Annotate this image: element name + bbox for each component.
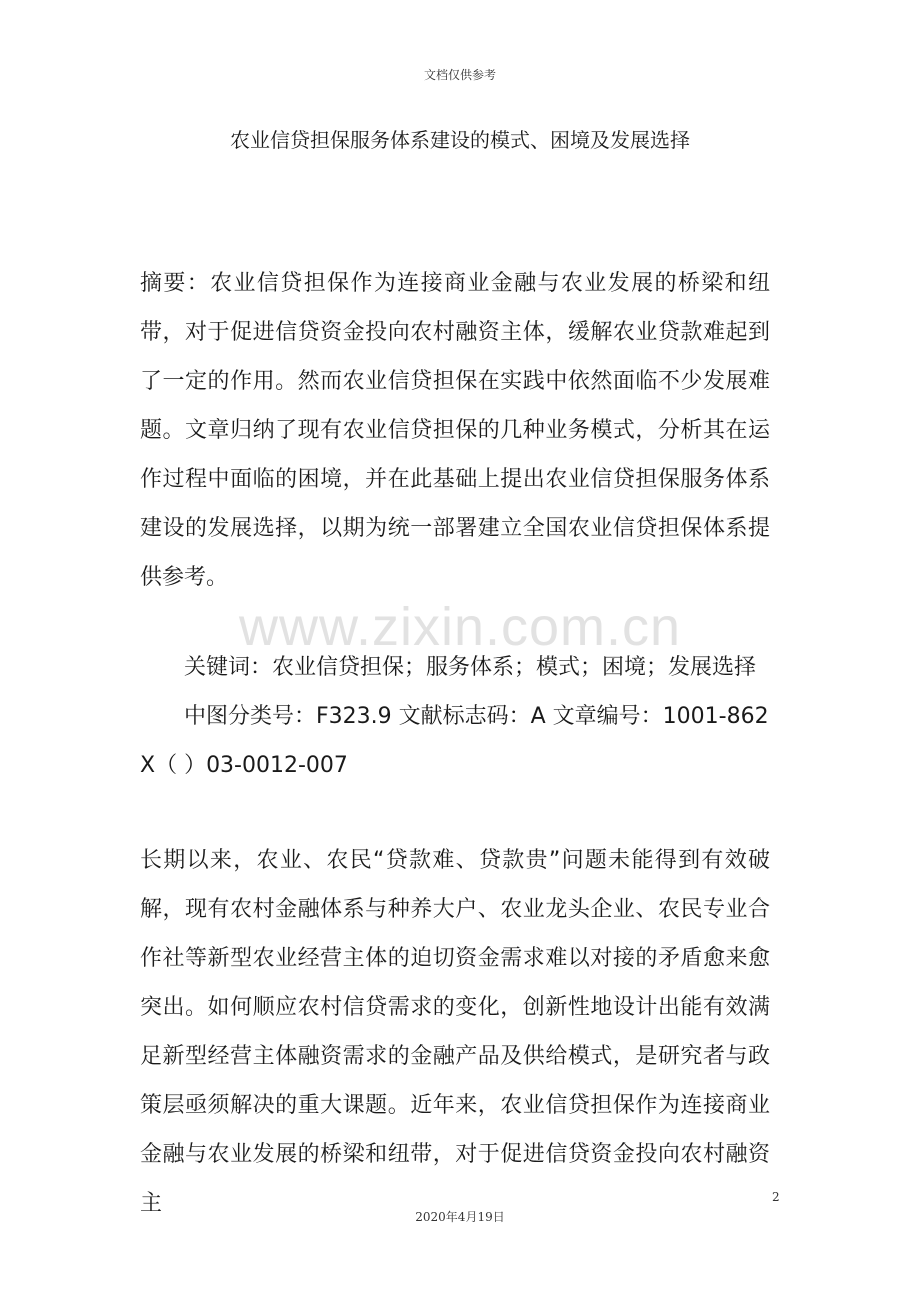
page-header: 文档仅供参考 <box>423 68 496 82</box>
abstract-paragraph: 摘要：农业信贷担保作为连接商业金融与农业发展的桥梁和纽带，对于促进信贷资金投向农村融资主体，缓解农业贷款难起到了一定的作用。然而农业信贷担保在实践中依然面临不少发展难题。文章归纳了现有农业信贷担保的几种业务模式，分析其在运作过程中面临的困境，并在此基础上提出农业信贷担保服务体系建设的发展选择，以期为统一部署建立全国农业信贷担保体系提供参考。 <box>140 271 770 590</box>
watermark: www.zixin.com.cn <box>238 597 682 657</box>
keywords-line: 关键词：农业信贷担保；服务体系；模式；困境；发展选择 <box>184 655 757 680</box>
classification-line: 中图分类号：F323.9 文献标志码：A 文章编号：1001-862X（ ）03-0012-007 <box>140 704 769 778</box>
body-paragraph: 长期以来，农业、农民“贷款难、贷款贵”问题未能得到有效破解，现有农村金融体系与种养大户、农业龙头企业、农民专业合作社等新型农业经营主体的迫切资金需求难以对接的矛盾愈来愈突出。如何顺应农村信贷需求的变化，创新性地设计出能有效满足新型经营主体融资需求的金融产品及供给模式，是研究者与政策层亟须解决的重大课题。近年来，农业信贷担保作为连接商业金融与农业发展的桥梁和纽带，对于促进信贷资金投向农村融资主 <box>140 848 771 1216</box>
document-title: 农业信贷担保服务体系建设的模式、困境及发展选择 <box>230 128 690 152</box>
page-number: 2 <box>772 1190 780 1204</box>
footer-date: 2020年4月19日 <box>415 1210 505 1224</box>
